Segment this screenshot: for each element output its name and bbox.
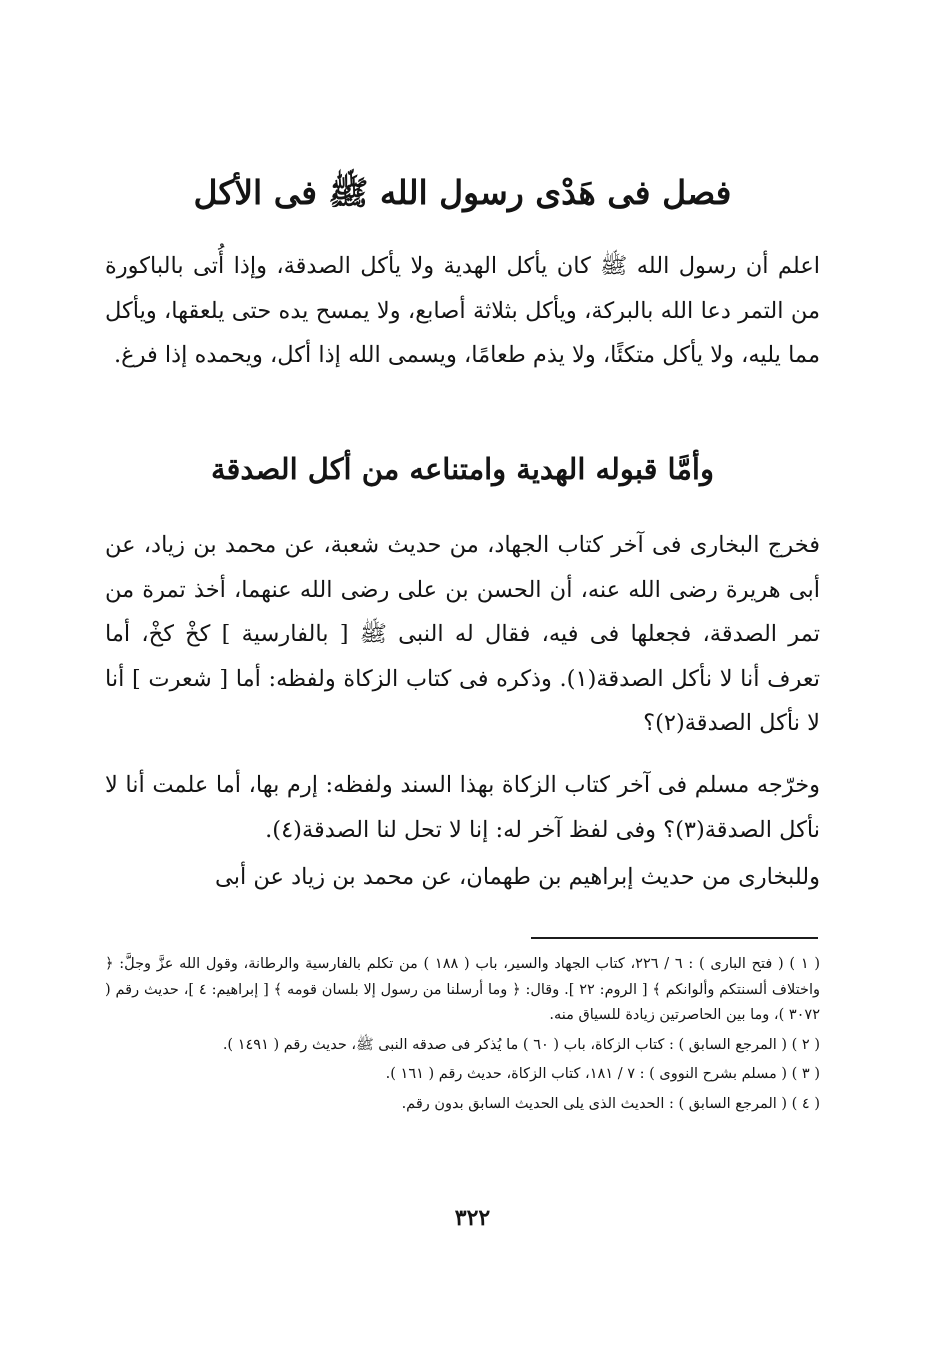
footnote-1: ( ١ ) ( فتح البارى ) : ٦ / ٢٢٦، كتاب الجهاد والسير، باب ( ١٨٨ ) من تكلم بالفارسية والرطانة، وقول الله عزَّ وجلَّ: ﴿ واختلاف ألسنتكم وألوانكم ﴾ [ الروم: ٢٢ ]. وقال: ﴿ وما أرسلنا من رسول إلا بلسان قومه ﴾ [ إبراهيم: ٤ ]، حديث رقم ( ٣٠٧٢ )، وما بين الحاصرتين زيادة للسياق منه. (105, 956, 820, 1023)
footnote-2: ( ٢ ) ( المرجع السابق ) : كتاب الزكاة، باب ( ٦٠ ) ما يُذكر فى صدقه النبى ﷺ، حديث رقم ( ١٤٩١ ). (222, 1036, 820, 1053)
bukhari-paragraph: فخرج البخارى فى آخر كتاب الجهاد، من حديث شعبة، عن محمد بن زياد، عن أبى هريرة رضى الله عنه، أن الحسن بن على رضى الله عنهما، أخذ تمرة من تمر الصدقة، فجعلها فى فيه، فقال له النبى ﷺ [ بالفارسية ] كخْ كخْ، أما تعرف أنا لا نأكل الصدقة(١). وذكره فى كتاب الزكاة ولفظه: أما [ شعرت ] أنا لا نأكل الصدقة(٢)؟ (105, 532, 821, 736)
section-heading: وأمَّا قبوله الهدية وامتناعه من أكل الصدقة (211, 452, 714, 486)
page-number: ٣٢٢ (454, 1205, 491, 1231)
footnote-divider (531, 937, 818, 939)
chapter-heading: فصل فى هَدْى رسول الله ﷺ فى الأكل (193, 173, 732, 212)
footnote-3: ( ٣ ) ( مسلم بشرح النووى ) : ٧ / ١٨١، كتاب الزكاة، حديث رقم ( ١٦١ ). (385, 1066, 820, 1082)
footnote-4: ( ٤ ) ( المرجع السابق ) : الحديث الذى يلى الحديث السابق بدون رقم. (401, 1095, 820, 1112)
intro-paragraph: اعلم أن رسول الله ﷺ كان يأكل الهدية ولا يأكل الصدقة، وإذا أُتى بالباكورة من التمر دعا الله بالبركة، ويأكل بثلاثة أصابع، ولا يمسح يده حتى يلعقها، ويأكل مما يليه، ولا يأكل متكئًا، ولا يذم طعامًا، ويسمى الله إذا أكل، ويحمده إذا فرغ. (105, 253, 821, 368)
muslim-paragraph: وخرّجه مسلم فى آخر كتاب الزكاة بهذا السند ولفظه: إرم بها، أما علمت أنا لا نأكل الصدقة(٣)؟ وفى لفظ آخر له: إنا لا تحل لنا الصدقة(٤). (105, 772, 820, 843)
continuation-paragraph: وللبخارى من حديث إبراهيم بن طهمان، عن محمد بن زياد عن أبى (214, 864, 820, 890)
footnotes (105, 952, 820, 1121)
